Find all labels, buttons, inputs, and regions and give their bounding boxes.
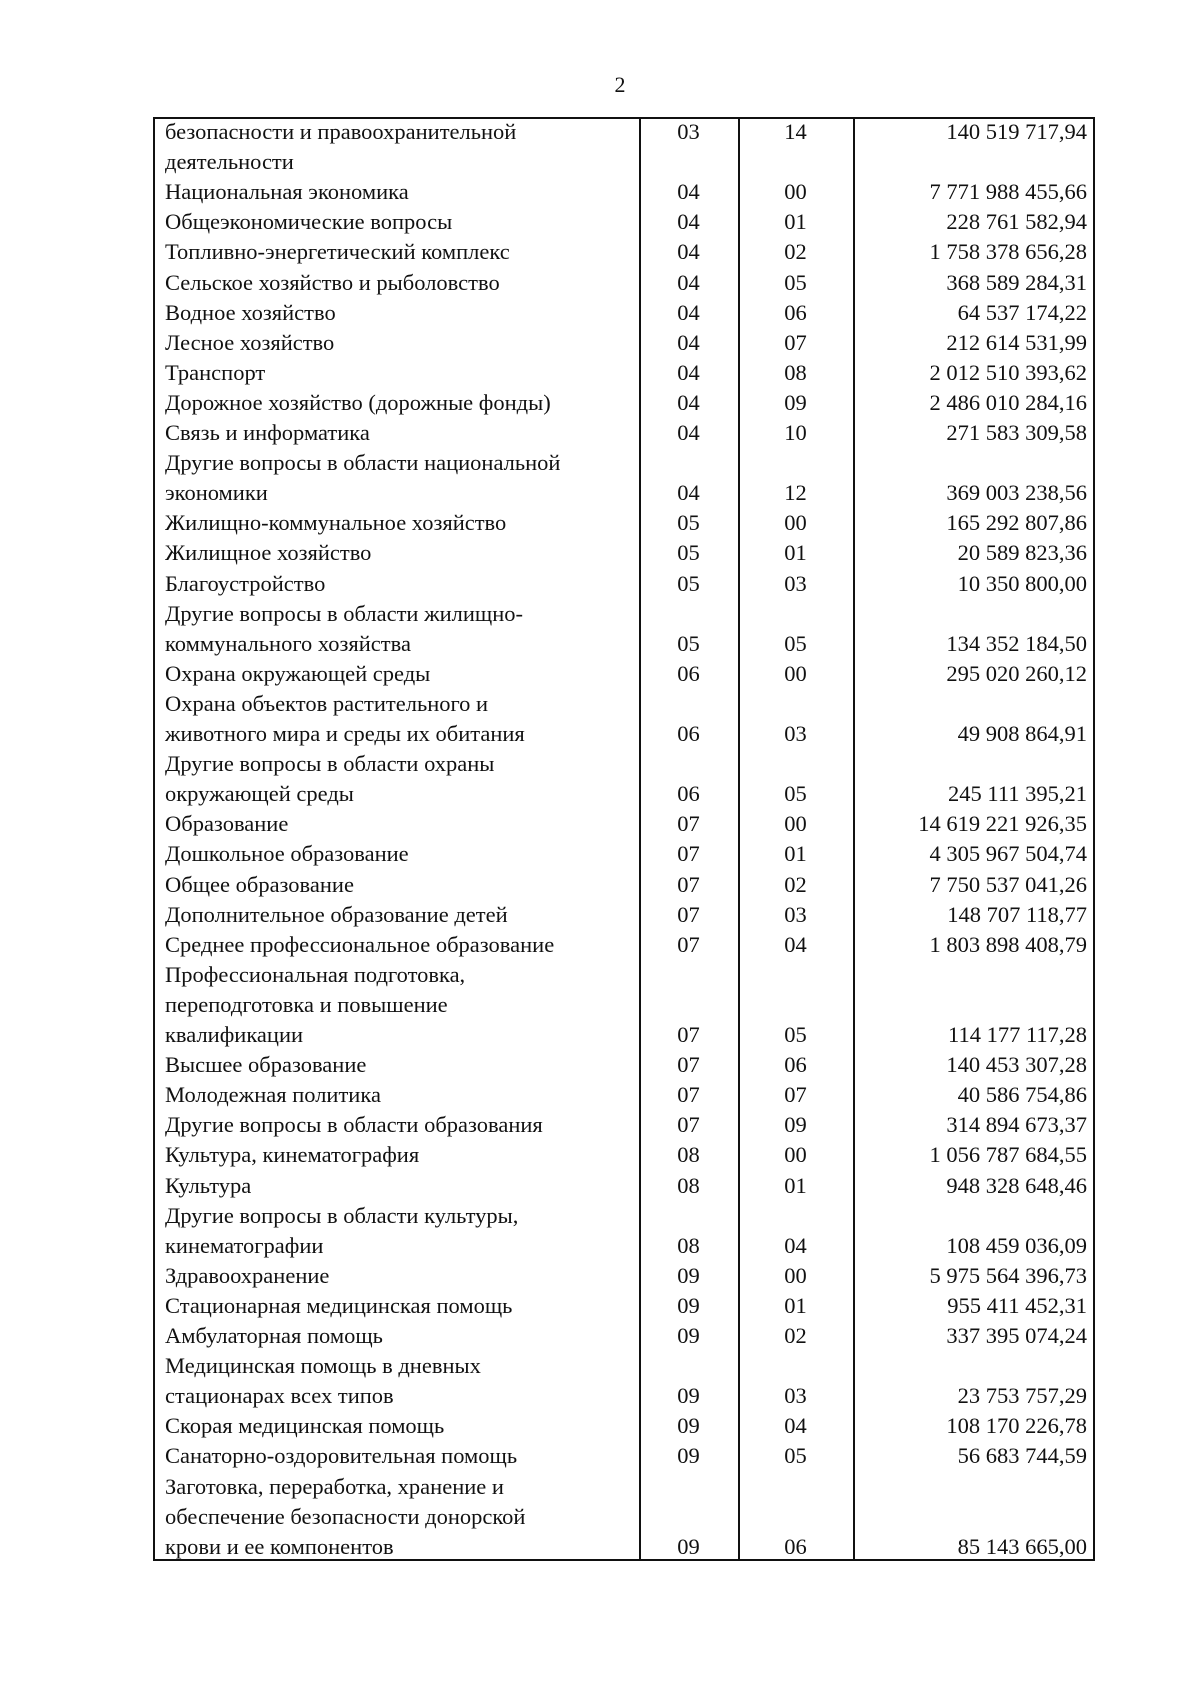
row-amount: 148 707 118,77 [947, 901, 1087, 927]
row-name [165, 268, 635, 298]
table-row [155, 689, 1093, 749]
row-section-code: 09 [677, 1533, 700, 1559]
row-name-line: Скорая медицинская помощь [165, 1413, 445, 1439]
row-amount: 228 761 582,94 [946, 209, 1087, 235]
row-subsection-code: 00 [784, 1142, 807, 1168]
row-name [165, 298, 635, 328]
row-subsection-code: 00 [784, 179, 807, 205]
row-subsection-code: 05 [784, 269, 807, 295]
row-section-code: 09 [677, 1292, 700, 1318]
row-name [165, 930, 635, 960]
row-name-line: Санаторно-оздоровительная помощь [165, 1443, 518, 1469]
table-row [155, 1201, 1093, 1261]
row-amount: 245 111 395,21 [948, 781, 1087, 807]
row-subsection-code: 00 [784, 811, 807, 837]
row-amount: 108 170 226,78 [946, 1413, 1087, 1439]
table-row [155, 569, 1093, 599]
table-row [155, 870, 1093, 900]
row-name-line: Высшее образование [165, 1052, 367, 1078]
row-name [165, 870, 635, 900]
table-row [155, 418, 1093, 448]
row-section-code: 07 [677, 1082, 700, 1108]
row-name [165, 1261, 635, 1291]
row-amount: 14 619 221 926,35 [918, 811, 1087, 837]
row-section-code: 08 [677, 1142, 700, 1168]
row-name-line: Национальная экономика [165, 179, 409, 205]
row-name [165, 1411, 635, 1441]
row-subsection-code: 02 [784, 1323, 807, 1348]
row-name [165, 508, 635, 538]
table-row [155, 1291, 1093, 1321]
row-name-line: коммунального хозяйства [165, 630, 411, 656]
row-name-line: Лесное хозяйство [165, 329, 335, 355]
row-name [165, 358, 635, 388]
row-subsection-code: 06 [784, 1533, 807, 1559]
row-section-code: 05 [677, 510, 700, 536]
row-amount: 2 486 010 284,16 [929, 389, 1087, 415]
table-row [155, 1171, 1093, 1201]
row-subsection-code: 05 [784, 630, 807, 656]
row-name [165, 809, 635, 839]
row-name [165, 1171, 635, 1201]
row-subsection-code: 03 [784, 1383, 807, 1409]
row-amount: 4 305 967 504,74 [929, 841, 1087, 867]
row-section-code: 07 [677, 1052, 700, 1078]
row-name [165, 1110, 635, 1140]
row-amount: 337 395 074,24 [946, 1323, 1087, 1348]
row-name [165, 1291, 635, 1321]
row-name-line: Дорожное хозяйство (дорожные фонды) [165, 389, 551, 415]
row-section-code: 07 [677, 871, 700, 897]
row-name-line: Стационарная медицинская помощь [165, 1292, 513, 1318]
table-row [155, 1080, 1093, 1110]
row-section-code: 05 [677, 570, 700, 596]
row-name-line: переподготовка и повышение [165, 991, 448, 1017]
row-name-line: стационарах всех типов [165, 1383, 394, 1409]
row-subsection-code: 12 [784, 480, 807, 506]
row-name [165, 599, 635, 659]
row-subsection-code: 06 [784, 1052, 807, 1078]
table-row [155, 207, 1093, 237]
row-section-code: 04 [677, 389, 700, 415]
row-name-line: Жилищное хозяйство [165, 540, 372, 566]
row-name [165, 328, 635, 358]
row-subsection-code: 05 [784, 781, 807, 807]
row-name-line: животного мира и среды их обитания [165, 720, 525, 746]
row-name [165, 1472, 635, 1562]
row-name [165, 1140, 635, 1170]
row-name [165, 177, 635, 207]
row-section-code: 09 [677, 1413, 700, 1439]
table-row [155, 960, 1093, 1050]
row-subsection-code: 07 [784, 329, 807, 355]
row-name [165, 1351, 635, 1411]
row-name [165, 117, 635, 177]
row-amount: 23 753 757,29 [957, 1383, 1087, 1409]
table-row [155, 809, 1093, 839]
row-amount: 134 352 184,50 [946, 630, 1087, 656]
row-name [165, 207, 635, 237]
row-section-code: 03 [677, 119, 700, 144]
row-amount: 295 020 260,12 [946, 660, 1087, 686]
row-name-line: Охрана окружающей среды [165, 660, 431, 686]
row-amount: 955 411 452,31 [947, 1292, 1087, 1318]
row-name-line: Дошкольное образование [165, 841, 409, 867]
row-name-line: Общее образование [165, 871, 354, 897]
table-row [155, 1110, 1093, 1140]
row-name-line: кинематографии [165, 1232, 324, 1258]
row-name [165, 237, 635, 267]
row-subsection-code: 01 [784, 1292, 807, 1318]
row-name-line: Образование [165, 811, 289, 837]
row-subsection-code: 01 [784, 540, 807, 566]
row-subsection-code: 14 [784, 119, 807, 144]
row-amount: 20 589 823,36 [957, 540, 1087, 566]
row-name-line: Заготовка, переработка, хранение и [165, 1473, 504, 1499]
row-name-line: Среднее профессиональное образование [165, 931, 555, 957]
row-section-code: 07 [677, 931, 700, 957]
row-subsection-code: 01 [784, 1172, 807, 1198]
table-row [155, 930, 1093, 960]
row-name [165, 538, 635, 568]
row-subsection-code: 09 [784, 389, 807, 415]
table-row [155, 1441, 1093, 1471]
row-amount: 56 683 744,59 [957, 1443, 1087, 1469]
row-amount: 369 003 238,56 [946, 480, 1087, 506]
row-subsection-code: 05 [784, 1443, 807, 1469]
table-row [155, 599, 1093, 659]
row-subsection-code: 03 [784, 901, 807, 927]
row-name [165, 960, 635, 1050]
row-amount: 5 975 564 396,73 [929, 1262, 1087, 1288]
row-name-line: Амбулаторная помощь [165, 1323, 383, 1348]
row-name-line: Транспорт [165, 359, 266, 385]
row-name-line: Медицинская помощь в дневных [165, 1353, 481, 1379]
table-row [155, 749, 1093, 809]
row-name-line: Другие вопросы в области охраны [165, 751, 495, 777]
row-section-code: 07 [677, 901, 700, 927]
row-name-line: окружающей среды [165, 781, 354, 807]
row-section-code: 04 [677, 179, 700, 205]
table-row [155, 659, 1093, 689]
row-name [165, 839, 635, 869]
table-row [155, 268, 1093, 298]
row-name-line: Водное хозяйство [165, 299, 336, 325]
row-amount: 114 177 117,28 [948, 1021, 1087, 1047]
row-section-code: 06 [677, 781, 700, 807]
row-subsection-code: 00 [784, 510, 807, 536]
row-name-line: Дополнительное образование детей [165, 901, 508, 927]
row-name [165, 900, 635, 930]
row-name [165, 418, 635, 448]
row-amount: 212 614 531,99 [946, 329, 1087, 355]
table-row [155, 1140, 1093, 1170]
row-name-line: Молодежная политика [165, 1082, 381, 1108]
row-name-line: крови и ее компонентов [165, 1533, 394, 1559]
row-subsection-code: 07 [784, 1082, 807, 1108]
row-amount: 140 453 307,28 [946, 1052, 1087, 1078]
row-subsection-code: 04 [784, 1413, 807, 1439]
row-amount: 85 143 665,00 [957, 1533, 1087, 1559]
row-subsection-code: 01 [784, 841, 807, 867]
row-name-line: Профессиональная подготовка, [165, 961, 466, 987]
page-number: 2 [614, 72, 626, 97]
row-name-line: экономики [165, 480, 268, 506]
row-amount: 140 519 717,94 [946, 119, 1087, 144]
row-name-line: Благоустройство [165, 570, 326, 596]
row-amount: 314 894 673,37 [946, 1112, 1087, 1138]
row-subsection-code: 03 [784, 720, 807, 746]
row-section-code: 09 [677, 1262, 700, 1288]
row-section-code: 04 [677, 299, 700, 325]
row-amount: 271 583 309,58 [946, 420, 1087, 445]
table-row [155, 237, 1093, 267]
row-amount: 1 758 378 656,28 [929, 239, 1087, 265]
row-section-code: 07 [677, 1021, 700, 1047]
row-amount: 10 350 800,00 [957, 570, 1087, 596]
row-section-code: 08 [677, 1232, 700, 1258]
table-row [155, 538, 1093, 568]
row-name-line: квалификации [165, 1021, 304, 1047]
row-section-code: 06 [677, 720, 700, 746]
table-row [155, 508, 1093, 538]
row-name [165, 1050, 635, 1080]
row-name-line: деятельности [165, 149, 294, 174]
row-amount: 64 537 174,22 [957, 299, 1087, 325]
row-subsection-code: 01 [784, 209, 807, 235]
row-subsection-code: 02 [784, 239, 807, 265]
table-row [155, 328, 1093, 358]
row-name [165, 689, 635, 749]
table-row [155, 839, 1093, 869]
row-amount: 108 459 036,09 [946, 1232, 1087, 1258]
row-name [165, 388, 635, 418]
row-name [165, 1080, 635, 1110]
row-name [165, 1201, 635, 1261]
row-subsection-code: 05 [784, 1021, 807, 1047]
row-amount: 7 771 988 455,66 [929, 179, 1087, 205]
row-amount: 49 908 864,91 [957, 720, 1087, 746]
row-name-line: Здравоохранение [165, 1262, 330, 1288]
row-section-code: 07 [677, 811, 700, 837]
row-section-code: 05 [677, 630, 700, 656]
row-name-line: Другие вопросы в области образования [165, 1112, 543, 1138]
table-row [155, 1351, 1093, 1411]
row-name-line: безопасности и правоохранительной [165, 119, 517, 144]
row-name-line: Сельское хозяйство и рыболовство [165, 269, 500, 295]
row-amount: 1 803 898 408,79 [929, 931, 1087, 957]
row-amount: 7 750 537 041,26 [929, 871, 1087, 897]
row-section-code: 04 [677, 239, 700, 265]
row-name [165, 448, 635, 508]
row-name [165, 659, 635, 689]
row-subsection-code: 10 [784, 420, 807, 445]
row-section-code: 08 [677, 1172, 700, 1198]
row-amount: 2 012 510 393,62 [929, 359, 1087, 385]
table-row [155, 117, 1093, 177]
row-name-line: обеспечение безопасности донорской [165, 1503, 526, 1529]
row-name-line: Общеэкономические вопросы [165, 209, 453, 235]
row-section-code: 09 [677, 1323, 700, 1348]
row-name-line: Связь и информатика [165, 420, 370, 445]
row-section-code: 07 [677, 841, 700, 867]
table-row [155, 1050, 1093, 1080]
row-section-code: 04 [677, 269, 700, 295]
row-subsection-code: 03 [784, 570, 807, 596]
row-section-code: 09 [677, 1443, 700, 1469]
row-section-code: 06 [677, 660, 700, 686]
row-name [165, 1321, 635, 1351]
row-name [165, 569, 635, 599]
table-row [155, 1321, 1093, 1351]
row-name-line: Жилищно-коммунальное хозяйство [165, 510, 507, 536]
table-row [155, 1472, 1093, 1562]
row-amount: 948 328 648,46 [946, 1172, 1087, 1198]
table-row [155, 388, 1093, 418]
row-name-line: Культура [165, 1172, 252, 1198]
row-subsection-code: 04 [784, 931, 807, 957]
row-subsection-code: 08 [784, 359, 807, 385]
row-section-code: 04 [677, 359, 700, 385]
row-name-line: Другие вопросы в области культуры, [165, 1202, 519, 1228]
row-amount: 368 589 284,31 [946, 269, 1087, 295]
row-subsection-code: 00 [784, 1262, 807, 1288]
table-row [155, 358, 1093, 388]
row-section-code: 04 [677, 420, 700, 445]
table-row [155, 1261, 1093, 1291]
row-name-line: Охрана объектов растительного и [165, 690, 489, 716]
row-name [165, 749, 635, 809]
budget-table [153, 117, 1095, 1561]
row-amount: 1 056 787 684,55 [929, 1142, 1087, 1168]
row-section-code: 04 [677, 209, 700, 235]
row-section-code: 09 [677, 1383, 700, 1409]
row-section-code: 04 [677, 480, 700, 506]
row-subsection-code: 02 [784, 871, 807, 897]
row-section-code: 04 [677, 329, 700, 355]
row-name-line: Топливно-энергетический комплекс [165, 239, 510, 265]
row-name-line: Культура, кинематография [165, 1142, 420, 1168]
table-row [155, 900, 1093, 930]
row-subsection-code: 09 [784, 1112, 807, 1138]
row-subsection-code: 04 [784, 1232, 807, 1258]
row-amount: 165 292 807,86 [946, 510, 1087, 536]
row-section-code: 05 [677, 540, 700, 566]
row-subsection-code: 00 [784, 660, 807, 686]
table-row [155, 1411, 1093, 1441]
row-name-line: Другие вопросы в области жилищно- [165, 600, 524, 626]
row-subsection-code: 06 [784, 299, 807, 325]
table-row [155, 448, 1093, 508]
row-name [165, 1441, 635, 1471]
table-row [155, 177, 1093, 207]
table-row [155, 298, 1093, 328]
row-name-line: Другие вопросы в области национальной [165, 450, 561, 476]
row-amount: 40 586 754,86 [957, 1082, 1087, 1108]
row-section-code: 07 [677, 1112, 700, 1138]
